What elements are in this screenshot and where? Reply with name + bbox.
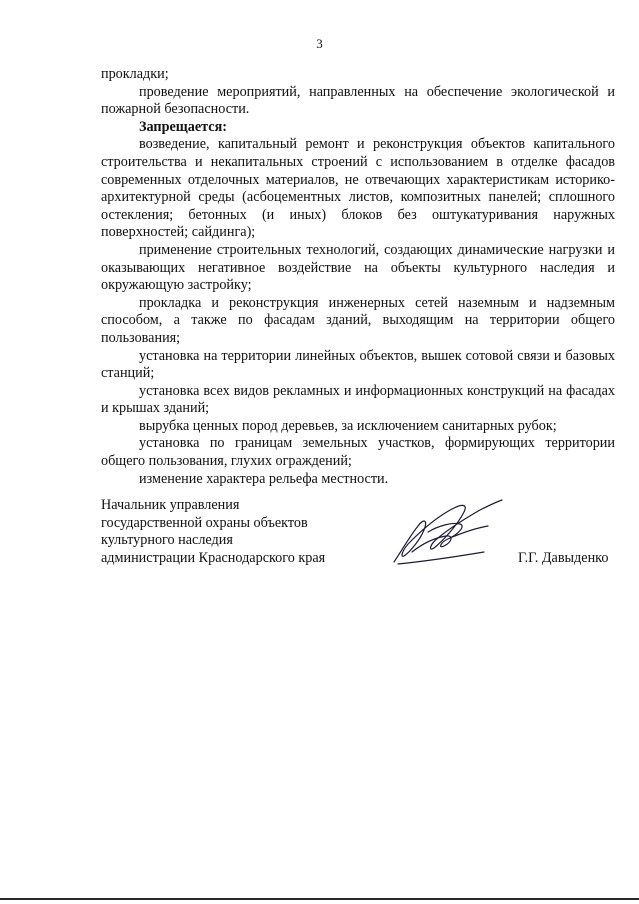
page-number: 3	[316, 36, 323, 51]
paragraph-prohibited-advertising: установка всех видов рекламных и информационных конструкций на фасадах и крышах зданий;	[101, 382, 615, 417]
paragraph-prohibited-construction: возведение, капитальный ремонт и реконструкция объектов капитального строительства и некапитальных строений с использованием в отделке фасадов современных отделочных материалов, не отвечающих характеристикам историко-архитектурной среды (асбоцементных листов, композитных панелей; сплошного остекления; бетонных (и иных) блоков без оштукатуривания наружных поверхностей; сайдинга);	[101, 136, 615, 241]
paragraph-prohibited-towers: установка на территории линейных объектов, вышек сотовой связи и базовых станций;	[101, 347, 615, 382]
handwritten-signature	[388, 492, 510, 568]
signer-title-line: культурного наследия	[101, 532, 233, 549]
signer-title-line: администрации Краснодарского края	[101, 549, 326, 566]
prohibited-heading: Запрещается:	[139, 118, 227, 135]
signer-title-line: Начальник управления	[101, 497, 240, 513]
paragraph-prohibited-fences: установка по границам земельных участков, формирующих территории общего пользования, глухих ограждений;	[101, 435, 615, 470]
paragraph-prohibited-tree-felling: вырубка ценных пород деревьев, за исключением санитарных рубок;	[139, 417, 557, 434]
paragraph-prohibited-networks: прокладка и реконструкция инженерных сетей наземным и надземным способом, а также по фасадам зданий, выходящим на территории общего пользования;	[101, 294, 615, 346]
signer-title-line: государственной охраны объектов	[101, 514, 308, 531]
signer-name: Г.Г. Давыденко	[518, 550, 609, 566]
paragraph-prohibited-technologies: применение строительных технологий, создающих динамические нагрузки и оказывающих негативное воздействие на объекты культурного наследия и окружающую застройку;	[101, 241, 615, 294]
paragraph-permitted-safety: проведение мероприятий, направленных на обеспечение экологической и пожарной безопасности.	[101, 83, 615, 118]
paragraph-continuation: прокладки;	[101, 66, 169, 82]
signer-title-block	[101, 497, 325, 567]
document-body	[101, 66, 615, 488]
bottom-border-line	[0, 898, 639, 900]
paragraph-prohibited-relief: изменение характера рельефа местности.	[139, 470, 389, 487]
